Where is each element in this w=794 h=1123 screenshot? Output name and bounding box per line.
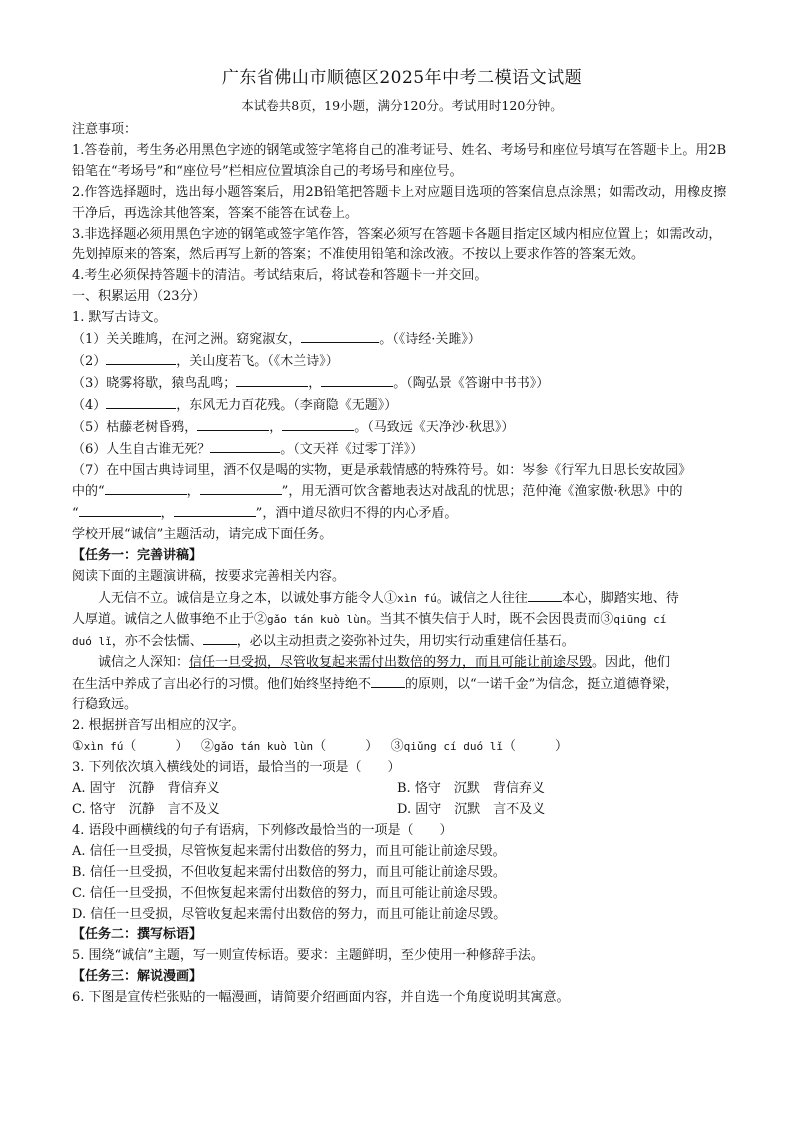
question-stem: 2. 根据拼音写出相应的汉字。 — [72, 718, 245, 734]
underlined-sentence: 信任一旦受损，尽管收复起来需付出数倍的努力，而且可能让前途尽毁 — [189, 654, 593, 670]
answer-blank[interactable] — [210, 439, 280, 453]
answer-blank[interactable] — [282, 417, 354, 431]
recite-item-cont: “ ， ”，酒中道尽欲归不得的内心矛盾。 — [72, 503, 732, 525]
answer-blank[interactable] — [105, 481, 187, 495]
answer-blank[interactable] — [174, 503, 256, 517]
question-stem: 4. 语段中画横线的句子有语病，下列修改最恰当的一项是（ ） — [72, 822, 453, 838]
recite-item: （5）枯藤老树昏鸦， ， 。（马致远《天净沙·秋思》） — [72, 417, 732, 439]
recite-item: （7）在中国古典诗词里，酒不仅是喝的实物，更是承载情感的特殊符号。如：岑参《行军九日思长安故园》 — [72, 462, 692, 478]
answer-blank[interactable] — [200, 481, 282, 495]
notice-item: 1.答卷前，考生务必用黑色字迹的钢笔或签字笔将自己的准考证号、姓名、考场号和座位号填写在答题卡上。用2B铅笔在“考场号”和“座位号”栏相应位置填涂自己的考场号和座位号。 — [72, 142, 727, 179]
task-heading: 【任务一：完善讲稿】 — [72, 548, 203, 564]
task-heading: 【任务二：撰写标语】 — [72, 927, 203, 943]
passage-line: 在生活中养成了言出必行的习惯。他们始终坚持绝不 的原则，以“一诺千金”为信念，挺立道德脊梁， — [72, 674, 732, 696]
question-stem: 5. 围绕“诚信”主题，写一则宣传标语。要求：主题鲜明，至少使用一种修辞手法。 — [72, 948, 544, 964]
notice-item: 2.作答选择题时，选出每小题答案后，用2B铅笔把答题卡上对应题目选项的答案信息点涂黑；如需改动，用橡皮擦干净后，再选涂其他答案，答案不能答在试卷上。 — [72, 184, 727, 221]
question-stem: 6. 下图是宣传栏张贴的一幅漫画，请简要介绍画面内容，并自选一个角度说明其寓意。 — [72, 990, 570, 1006]
recite-item: （2） ，关山度若飞。（《木兰诗》） — [72, 351, 732, 373]
exam-page — [72, 66, 732, 1009]
passage-line: 人厚道。诚信之人做事绝不止于②gǎo tán kuò lùn。当其不慎失信于人时，既不会因畏责而③qiūng cí — [72, 611, 667, 627]
passage-line: duó lǐ，亦不会怯懦、 ，必以主动担责之姿弥补过失，用切实行动重建信任基石。 — [72, 631, 732, 653]
task-heading: 【任务三：解说漫画】 — [72, 969, 203, 985]
option-d[interactable]: D. 固守 沉默 言不及义 — [397, 802, 546, 817]
question-stem: 1. 默写古诗文。 — [72, 310, 167, 326]
option-b[interactable]: B. 恪守 沉默 背信弃义 — [397, 781, 545, 797]
answer-blank[interactable] — [371, 674, 405, 688]
option-row — [72, 779, 732, 800]
recite-item: （6）人生自古谁无死？ 。（文天祥《过零丁洋》） — [72, 439, 732, 461]
question-stem: 3. 下列依次填入横线处的词语，最恰当的一项是（ ） — [72, 760, 401, 776]
recite-item: （3）晓雾将歇，猿鸟乱鸣； ， 。（陶弘景《答谢中书书》） — [72, 373, 732, 395]
answer-blank[interactable] — [106, 351, 176, 365]
answer-blank[interactable] — [528, 588, 562, 602]
section-heading: 一、积累运用（23分） — [72, 289, 206, 305]
option-a[interactable]: A. 信任一旦受损，尽管恢复起来需付出数倍的努力，而且可能让前途尽毁。 — [72, 843, 506, 859]
option-b[interactable]: B. 信任一旦受损，不但收复起来需付出数倍的努力，而且可能让前途尽毁。 — [72, 864, 506, 880]
recite-item-cont: 中的“ ， ”，用无酒可饮含蓄地表达对战乱的忧思；范仲淹《渔家傲·秋思》中的 — [72, 481, 732, 503]
recite-item: （4） ，东风无力百花残。（李商隐《无题》） — [72, 395, 732, 417]
answer-blank[interactable] — [79, 503, 161, 517]
passage-line: 人无信不立。诚信是立身之本，以诚处事方能令人①xìn fú。诚信之人往往 本心，脚踏实地、待 — [72, 588, 732, 610]
pinyin-answers: ①xìn fú（ ） ②gǎo tán kuò lùn（ ） ③qiǔng cí duó lǐ（ ） — [72, 739, 568, 755]
notice-item: 4.考生必须保持答题卡的清洁。考试结束后，将试卷和答题卡一并交回。 — [72, 268, 488, 284]
passage-line: 行稳致远。 — [72, 697, 138, 713]
option-c[interactable]: C. 信任一旦受损，不但恢复起来需付出数倍的努力，而且可能让前途尽毁。 — [72, 885, 506, 901]
answer-blank[interactable] — [321, 373, 393, 387]
option-row — [72, 800, 732, 821]
answer-blank[interactable] — [197, 417, 269, 431]
answer-blank[interactable] — [203, 631, 237, 645]
passage-line: 诚信之人深知：信任一旦受损，尽管收复起来需付出数倍的努力，而且可能让前途尽毁。因此，他们 — [98, 654, 671, 670]
task-intro: 阅读下面的主题演讲稿，按要求完善相关内容。 — [72, 569, 346, 585]
answer-blank[interactable] — [106, 395, 176, 409]
notice-item: 3.非选择题必须用黑色字迹的钢笔或签字笔作答，答案必须写在答题卡各题目指定区域内相应位置上；如需改动，先划掉原来的答案，然后再写上新的答案；不准使用铅笔和涂改液。不按以上要求作答的答案无效。 — [72, 226, 722, 263]
option-a[interactable]: A. 固守 沉静 背信弃义 — [72, 781, 220, 797]
page-title: 广东省佛山市顺德区2025年中考二模语文试题 — [221, 68, 583, 88]
answer-blank[interactable] — [301, 329, 379, 343]
option-d[interactable]: D. 信任一旦受损，尽管收复起来需付出数倍的努力，而且可能让前途尽毁。 — [72, 906, 507, 922]
recite-item: （1）关关雎鸠，在河之洲。窈窕淑女， 。（《诗经·关雎》） — [72, 329, 732, 351]
exam-info: 本试卷共8页，19小题，满分120分。考试用时120分钟。 — [241, 98, 563, 113]
answer-blank[interactable] — [236, 373, 308, 387]
activity-intro: 学校开展“诚信”主题活动，请完成下面任务。 — [72, 527, 333, 543]
option-c[interactable]: C. 恪守 沉静 言不及义 — [72, 802, 220, 817]
notice-heading: 注意事项： — [72, 122, 138, 137]
